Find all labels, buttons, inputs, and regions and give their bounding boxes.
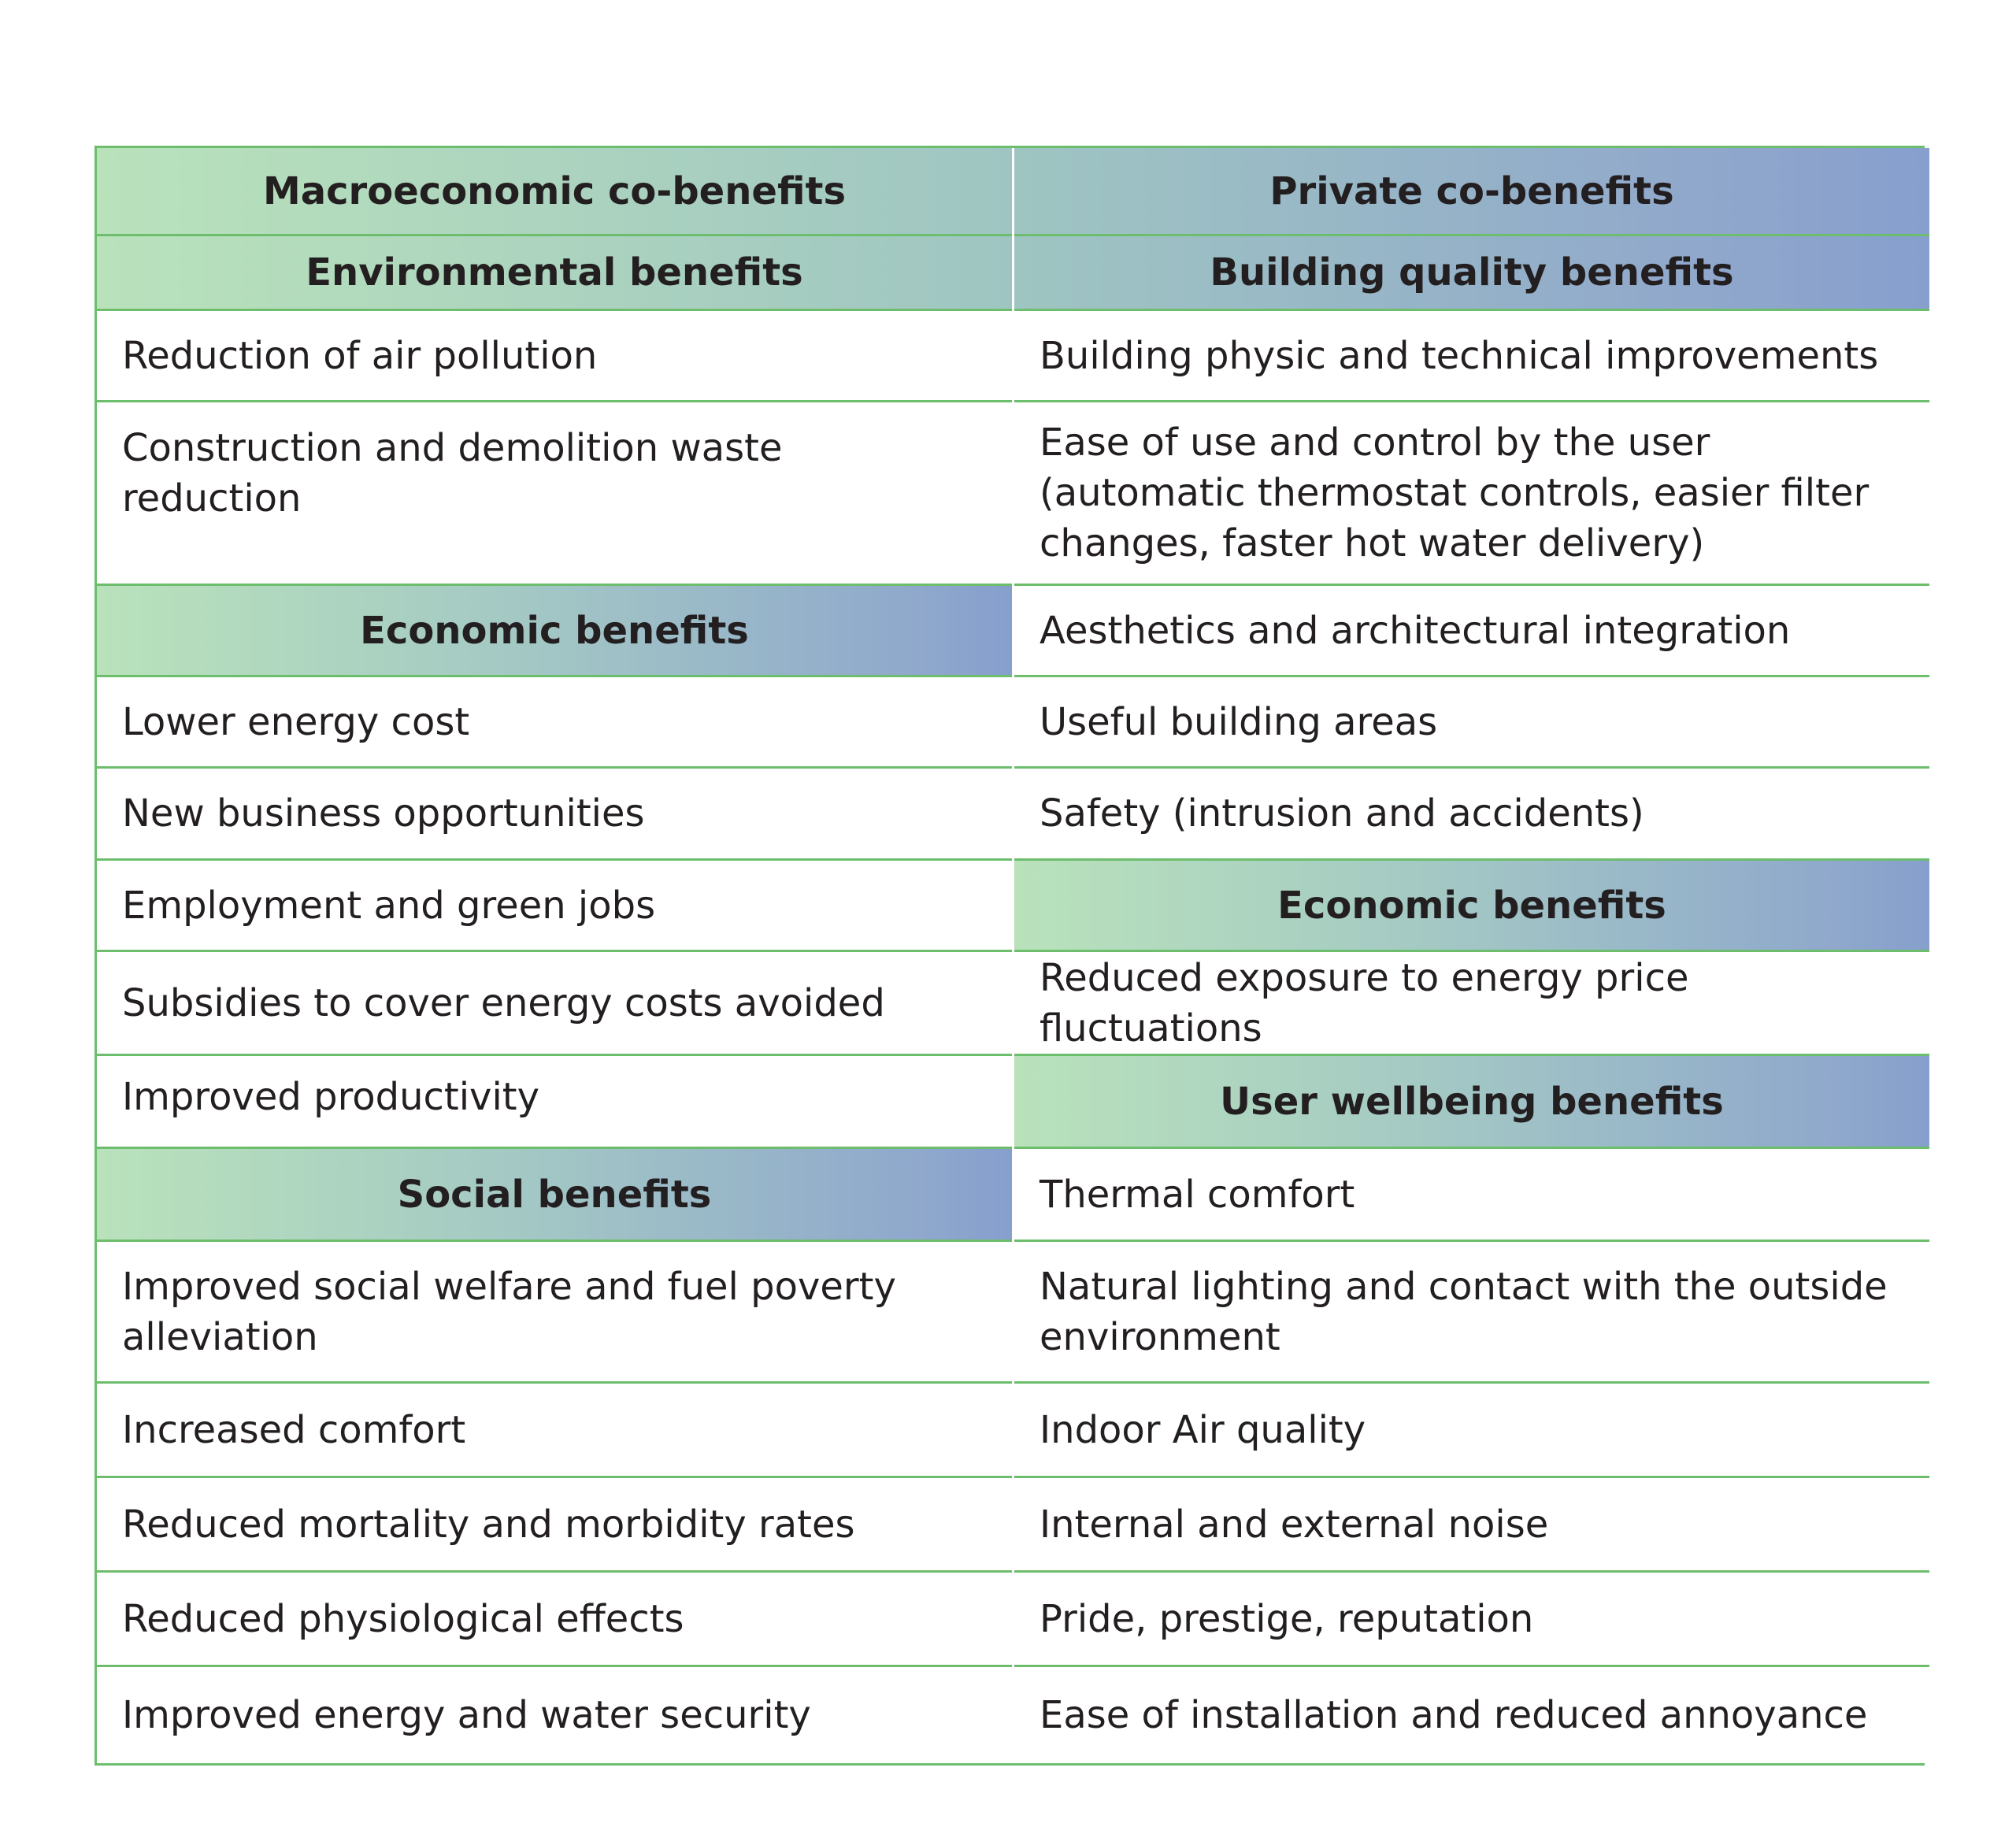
right-item	[1014, 1573, 1929, 1667]
left-item	[97, 1667, 1012, 1763]
right-item-text: Natural lighting and contact with the outside environment	[1040, 1264, 1888, 1359]
left-item-text: Reduced mortality and morbidity rates	[122, 1502, 855, 1547]
social-heading-text: Social benefits	[397, 1172, 712, 1217]
right-item	[1014, 677, 1929, 769]
left-item-text: Reduction of air pollution	[122, 333, 598, 378]
right-item-text: Aesthetics and architectural integration	[1040, 608, 1791, 653]
right-item	[1014, 769, 1929, 861]
right-item	[1014, 952, 1929, 1056]
left-item	[97, 1384, 1012, 1478]
left-item	[97, 1478, 1012, 1573]
private-title-text: Private co-benefits	[1269, 169, 1674, 213]
right-item-text: Thermal comfort	[1040, 1172, 1355, 1217]
right-item-text: Pride, prestige, reputation	[1040, 1596, 1534, 1641]
left-item-text: Improved energy and water security	[122, 1693, 811, 1737]
private-title	[1014, 148, 1929, 236]
right-item-text: Internal and external noise	[1040, 1502, 1549, 1547]
left-item	[97, 861, 1012, 952]
left-item	[97, 1056, 1012, 1149]
left-item-text: Increased comfort	[122, 1407, 466, 1452]
macroeconomic-title-text: Macroeconomic co-benefits	[262, 169, 847, 213]
right-item-text: Building physic and technical improvements	[1040, 333, 1879, 378]
right-item	[1014, 402, 1929, 586]
left-item-text: Improved productivity	[122, 1075, 540, 1119]
right-item	[1014, 1384, 1929, 1478]
right-item-text: Useful building areas	[1040, 699, 1438, 744]
macroeconomic-title	[97, 148, 1012, 236]
building-quality-heading-text: Building quality benefits	[1210, 250, 1734, 295]
right-item	[1014, 586, 1929, 677]
left-item-text: Lower energy cost	[122, 699, 470, 744]
wellbeing-heading	[1014, 1056, 1929, 1149]
right-item	[1014, 1667, 1929, 1763]
wellbeing-heading-text: User wellbeing benefits	[1220, 1079, 1724, 1124]
right-item	[1014, 311, 1929, 402]
left-item-text: Improved social welfare and fuel poverty alleviation	[122, 1264, 896, 1359]
left-item-text: Construction and demolition waste reduction	[122, 426, 783, 521]
building-quality-heading	[1014, 236, 1929, 311]
left-item-text: New business opportunities	[122, 791, 645, 836]
left-item	[97, 1242, 1012, 1384]
left-economic-heading-text: Economic benefits	[360, 608, 749, 653]
right-item-text: Reduced exposure to energy price fluctuations	[1040, 955, 1689, 1051]
left-item-text: Reduced physiological effects	[122, 1596, 684, 1641]
left-item	[97, 311, 1012, 402]
right-item-text: Safety (intrusion and accidents)	[1040, 791, 1644, 836]
right-item-text: Indoor Air quality	[1040, 1407, 1366, 1452]
right-economic-heading	[1014, 861, 1929, 952]
social-heading	[97, 1149, 1012, 1242]
environmental-heading	[97, 236, 1012, 311]
environmental-heading-text: Environmental benefits	[306, 250, 803, 295]
right-item	[1014, 1149, 1929, 1242]
left-item	[97, 769, 1012, 861]
right-item-text: Ease of installation and reduced annoyance	[1040, 1693, 1868, 1737]
left-item	[97, 677, 1012, 769]
right-item	[1014, 1478, 1929, 1573]
left-item	[97, 402, 1012, 586]
left-item	[97, 1573, 1012, 1667]
right-item-text: Ease of use and control by the user (automatic thermostat controls, easier filter changes, faster hot water delivery)	[1040, 421, 1870, 565]
left-item-text: Employment and green jobs	[122, 883, 656, 928]
co-benefits-table	[94, 146, 1925, 1766]
right-item	[1014, 1242, 1929, 1384]
left-item-text: Subsidies to cover energy costs avoided	[122, 980, 885, 1025]
left-economic-heading	[97, 586, 1012, 677]
left-item	[97, 952, 1012, 1056]
right-economic-heading-text: Economic benefits	[1277, 883, 1666, 928]
